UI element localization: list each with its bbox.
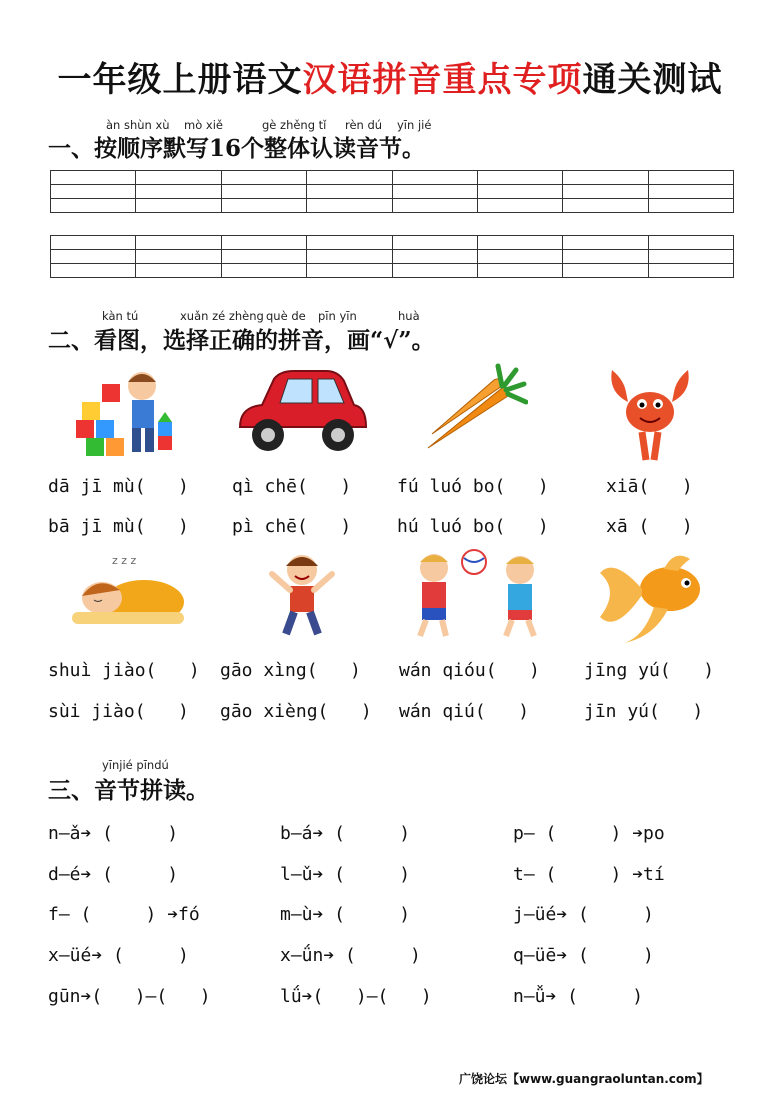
spelling-r5-c3[interactable]: n—ǚ➔ ( ) [513, 986, 644, 1007]
option-sleep-2[interactable]: sùi jiào( ) [48, 701, 189, 722]
s2-pinyin-2: xuǎn zé zhèng [180, 309, 264, 323]
s2-pinyin-4: pīn yīn [318, 309, 357, 323]
s2-pinyin-3: què de [266, 309, 306, 323]
spelling-r1-c1[interactable]: n—ǎ➔ ( ) [48, 823, 179, 844]
option-blocks-2[interactable]: bā jī mù( ) [48, 516, 189, 537]
spelling-r3-c1[interactable]: f— ( ) ➔fó [48, 904, 200, 925]
writing-grid-2[interactable] [50, 235, 734, 278]
s3-pinyin: yīnjié pīndú [102, 758, 169, 772]
option-shrimp-2[interactable]: xā ( ) [606, 516, 693, 537]
section1-heading: 一、按顺序默写16个整体认读音节。 [48, 135, 426, 162]
spelling-r4-c1[interactable]: x—üé➔ ( ) [48, 945, 189, 966]
s1-pinyin-1: àn shùn xù [106, 118, 170, 132]
goldfish-image [594, 547, 708, 647]
spelling-r4-c2[interactable]: x—ǘn➔ ( ) [280, 945, 421, 966]
option-happy-1[interactable]: gāo xìng( ) [220, 660, 361, 681]
option-carrot-2[interactable]: hú luó bo( ) [397, 516, 549, 537]
carrot-image [424, 362, 528, 456]
kids-playing-ball-image [402, 546, 552, 640]
s2-pinyin-5: huà [398, 309, 420, 323]
title-part2: 汉语拼音重点专项 [302, 60, 583, 100]
s1-pinyin-3: gè zhěng tǐ [262, 118, 327, 132]
spelling-r5-c2[interactable]: lǘ➔( )—( ) [280, 986, 432, 1007]
option-fish-2[interactable]: jīn yú( ) [584, 701, 704, 722]
option-sleep-1[interactable]: shuì jiào( ) [48, 660, 200, 681]
sleeping-child-image [68, 548, 186, 628]
option-blocks-1[interactable]: dā jī mù( ) [48, 476, 189, 497]
page-title [0, 52, 780, 101]
svg-text:z z z: z z z [112, 554, 137, 567]
option-fish-1[interactable]: jīng yú( ) [584, 660, 715, 681]
crayfish-image [602, 362, 700, 464]
option-ball-1[interactable]: wán qióu( ) [399, 660, 540, 681]
option-happy-2[interactable]: gāo xièng( ) [220, 701, 372, 722]
option-car-2[interactable]: pì chē( ) [232, 516, 352, 537]
option-shrimp-1[interactable]: xiā( ) [606, 476, 693, 497]
spelling-r2-c2[interactable]: l—ǔ➔ ( ) [280, 864, 411, 885]
section3-heading: 三、音节拼读。 [48, 777, 209, 804]
section2-heading: 二、看图，选择正确的拼音，画“√”。 [48, 327, 435, 354]
s1-pinyin-5: yīn jié [397, 118, 432, 132]
building-blocks-boy-image [72, 362, 182, 460]
spelling-r1-c3[interactable]: p— ( ) ➔po [513, 823, 665, 844]
title-part1: 一年级上册语文 [57, 60, 303, 100]
writing-grid-1[interactable] [50, 170, 734, 213]
s1-pinyin-4: rèn dú [345, 118, 383, 132]
spelling-r1-c2[interactable]: b—á➔ ( ) [280, 823, 411, 844]
footer-source: 广饶论坛【www.guangraoluntan.com】 [459, 1072, 709, 1086]
happy-child-image [266, 548, 338, 642]
option-car-1[interactable]: qì chē( ) [232, 476, 352, 497]
spelling-r2-c1[interactable]: d—é➔ ( ) [48, 864, 179, 885]
car-image [234, 365, 370, 457]
spelling-r3-c3[interactable]: j—üé➔ ( ) [513, 904, 654, 925]
spelling-r5-c1[interactable]: gūn➔( )—( ) [48, 986, 211, 1007]
spelling-r3-c2[interactable]: m—ù➔ ( ) [280, 904, 411, 925]
option-ball-2[interactable]: wán qiú( ) [399, 701, 530, 722]
s1-pinyin-2: mò xiě [184, 118, 223, 132]
s2-pinyin-1: kàn tú [102, 309, 139, 323]
spelling-r4-c3[interactable]: q—üē➔ ( ) [513, 945, 654, 966]
option-carrot-1[interactable]: fú luó bo( ) [397, 476, 549, 497]
title-part3: 通关测试 [582, 60, 723, 100]
spelling-r2-c3[interactable]: t— ( ) ➔tí [513, 864, 665, 885]
